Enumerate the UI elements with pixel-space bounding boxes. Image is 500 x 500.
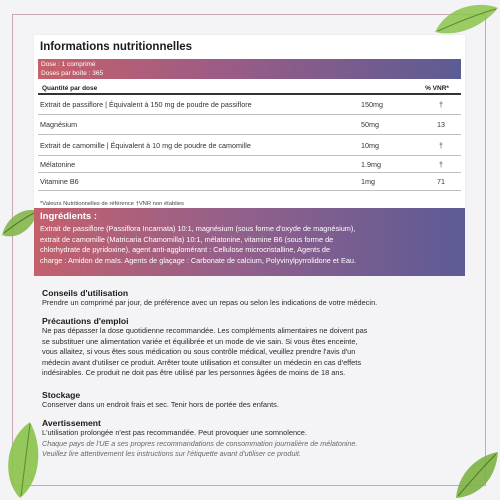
table-row	[38, 115, 461, 135]
ingredients-box	[34, 208, 465, 276]
table-row	[38, 173, 461, 191]
nutrient-name: Extrait de camomille | Équivalent à 10 mg de poudre de camomille	[40, 140, 251, 150]
nutrient-name: Mélatonine	[40, 159, 76, 169]
nutrient-amount: 1mg	[361, 177, 375, 186]
nutrient-vnr: †	[439, 100, 443, 109]
nutrient-amount: 10mg	[361, 140, 379, 150]
nutrient-vnr: †	[439, 159, 443, 169]
precautions-text	[42, 326, 462, 379]
nutrition-title: Informations nutritionnelles	[40, 41, 193, 53]
warning-title: Avertissement	[42, 418, 101, 428]
storage-text: Conserver dans un endroit frais et sec. Tenir hors de portée des enfants.	[42, 400, 279, 409]
nutrient-name: Magnésium	[40, 120, 78, 129]
nutrient-name: Extrait de passiflore | Équivalent à 150 mg de poudre de passiflore	[40, 100, 252, 109]
precautions-line: Ne pas dépasser la dose quotidienne recommandée. Les compléments alimentaires ne doivent pas	[42, 326, 368, 335]
usage-text: Prendre un comprimé par jour, de préférence avec un repas ou selon les indications de votre médecin.	[42, 298, 378, 307]
precautions-line: médecin avant d'utiliser ce produit. Arrêter toute utilisation et consulter un médecin en cas d'effets	[42, 357, 362, 367]
warning-section	[42, 418, 462, 460]
precautions-section	[42, 316, 462, 379]
nutrition-footnote: *Valeurs Nutritionnelles de référence †VNR non établies	[40, 201, 184, 207]
ingredients-line: Extrait de passiflore (Passiflora Incarnata) 10:1, magnésium (sous forme d'oxyde de magnésium),	[40, 224, 356, 233]
storage-section	[42, 390, 462, 411]
ingredients-line: chlorhydrate de pyridoxine), agent anti-agglomérant : Cellulose microcristalline, Agents de	[40, 245, 331, 254]
usage-title: Conseils d'utilisation	[42, 288, 129, 298]
ingredients-title: Ingrédients :	[40, 211, 98, 222]
quantity-header: Quantité par dose	[42, 85, 98, 92]
dose-line: Dose : 1 comprimé	[41, 61, 96, 68]
nutrient-vnr: †	[439, 140, 443, 150]
nutrient-amount: 50mg	[361, 120, 379, 129]
table-row	[38, 135, 461, 156]
warning-note-line: Veuillez lire attentivement les instructions sur l'étiquette avant d'utiliser ce produit.	[42, 449, 301, 458]
nutrient-name: Vitamine B6	[40, 177, 79, 186]
usage-section	[42, 288, 462, 309]
warning-note-line: Chaque pays de l'UE a ses propres recommandations de consommation journalière de mélatonine.	[42, 438, 358, 448]
precautions-line: vous allaitez, si vous êtes sous médication ou sous contrôle médical, veuillez prendre l'avis d'un	[42, 347, 356, 356]
ingredients-line: extrait de camomille (Matricaria Chamomilla) 10:1, mélatonine, vitamine B6 (sous forme de	[40, 234, 334, 244]
storage-title: Stockage	[42, 390, 81, 400]
nutrition-header	[38, 79, 461, 95]
ingredients-line: charge : Amidon de maïs. Agents de glaçage : Carbonate de calcium, Polyvinylpyrrolidone et Eau.	[40, 255, 356, 265]
vnr-header: % VNR*	[425, 85, 449, 92]
dose-bar	[38, 59, 461, 79]
table-row	[38, 95, 461, 115]
nutrient-vnr: 71	[437, 177, 445, 186]
doses-per-box-line: Doses par boîte : 365	[41, 70, 104, 77]
nutrient-amount: 1.9mg	[361, 159, 381, 169]
ingredients-text	[34, 223, 465, 266]
warning-text: L'utilisation prolongée n'est pas recommandée. Peut provoquer une somnolence.	[42, 428, 307, 437]
precautions-line: se substituer une alimentation variée et équilibrée et un mode de vie sain. Si vous êtes enceinte,	[42, 336, 358, 346]
nutrient-vnr: 13	[437, 120, 445, 129]
precautions-title: Précautions d'emploi	[42, 316, 129, 326]
nutrition-panel	[34, 35, 465, 209]
table-row	[38, 156, 461, 173]
precautions-line: indésirables. Ce produit ne doit pas être utilisé par les personnes âgées de moins de 18 ans.	[42, 368, 346, 377]
nutrient-amount: 150mg	[361, 100, 383, 109]
warning-note	[42, 439, 462, 460]
leaf-icon	[0, 420, 46, 500]
